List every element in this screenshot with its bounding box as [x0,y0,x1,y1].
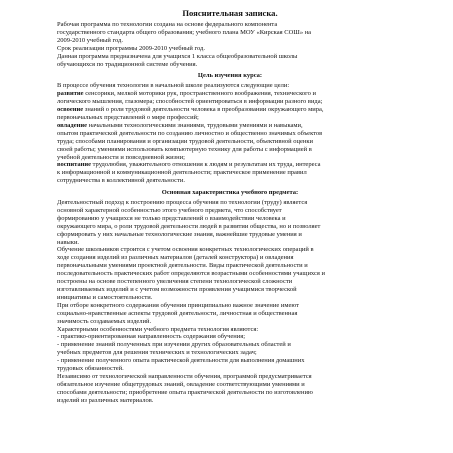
characteristic-line: учебных предметов для решения технических и технологических задач; [57,349,257,357]
characteristic-line: ходе создания изделий из различных материалов (деталей конструктора) и овладения [57,254,294,262]
characteristic-line: Независимо от технологической направленности обучения, программой предусматривается [57,372,312,380]
characteristic-line: изготавливаемых изделий и с учетом возможности проявления учащимися творческой [57,286,297,293]
characteristic-line: Деятельностный подход к построению процесса обучения по технологии (труду) является [57,199,308,207]
goal-heading: Цель изучения курса: [197,72,263,80]
goal-text: труда; способами планирования и организации трудовой деятельности, объективной оценки [57,137,313,145]
goal-text: первоначальных представлений о мире профессий; [57,113,199,121]
characteristic-line: первоначальными умениями проектной деятельности. Виды практической деятельности и [57,262,308,270]
characteristic-line: навыки. [57,238,80,246]
intro-line: обучающихся по традиционной системе обучения. [57,60,198,68]
goal-text: начальными технологическими знаниями, трудовыми умениями и навыками, [86,121,303,129]
goal-text: сенсорики, мелкой моторики рук, пространственного воображения, технического и [83,90,317,98]
goals-list [57,90,403,185]
characteristic-line: построены на основе постепенного увеличения степени технологической сложности [57,278,293,286]
goal-text: знаний о роли трудовой деятельности человека в преобразовании окружающего мира, [83,106,324,114]
goal-term: освоение [57,106,84,114]
goal-term: развитие [57,90,84,98]
characteristic-line: При отборе конкретного содержания обучения принципиально важное значение имеют [57,301,299,309]
goal-text: логического мышления, глазомера; способностей ориентироваться в информации разного вида; [57,98,323,106]
intro-section [57,21,403,68]
goal-text: своей работы; умениями использовать компьютерную технику для работы с информацией в [57,145,312,153]
goal-item [57,122,403,162]
characteristic-line: - практико-ориентированная направленность содержания обучения; [57,333,246,341]
characteristic-line: социально-нравственные аспекты трудовой деятельности, личностная и общественная [57,309,298,317]
characteristic-line: последовательность практических работ определяются возрастными особенностями учащихся и [57,270,325,278]
intro-line: Срок реализации программы 2009-2010 учебный год. [57,44,205,52]
characteristic-line: значимость создаваемых изделий. [57,317,152,325]
goal-item [57,90,403,106]
goal-term: воспитание [57,161,91,169]
goal-text: учебной деятельности и повседневной жизни; [57,153,185,161]
characteristic-line: окружающего мира, о роли трудовой деятельности людей в развитии общества, но и позволяет [57,222,321,230]
characteristic-line: способами деятельности; приобретение опыта практической деятельности по изготовлению [57,388,313,396]
goal-item [57,161,403,185]
intro-line: государственного стандарта общего образования; учебного плана МОУ «Кирская СОШ» на [57,28,312,36]
characteristic-line: - применение знаний полученных при изучении других образовательных областей и [57,341,291,349]
characteristic-line: трудовых обязанностей. [57,365,124,373]
characteristic-line: инициативы и самостоятельности. [57,293,153,301]
goal-text: сотрудничества в коллективной деятельности. [57,177,185,185]
characteristic-line: основной характерной особенностью этого учебного предмета, что способствует [57,206,282,214]
goal-text: трудолюбия, уважительного отношения к людям и результатам их труда, интереса [91,161,321,169]
characteristic-line: формированию у учащихся не только представлений о взаимодействии человека и [57,214,286,222]
characteristic-body [57,199,403,405]
goal-lead: В процессе обучения технологии в начальной школе реализуются следующие цели: [57,82,290,90]
goal-text: к информационной и коммуникационной деятельности; практическое применение правил [57,169,307,177]
document-title: Пояснительная записка. [182,8,278,18]
goal-text: опытом практической деятельности по созданию личностно и общественно значимых объектов [57,129,323,137]
characteristic-line: Обучение школьников строится с учетом освоения конкретных технологических операций в [57,246,314,254]
characteristic-line: - применение полученного опыта практической деятельности для выполнения домашних [57,357,305,365]
goal-item [57,106,403,122]
characteristic-line: обязательное изучение общетрудовых знаний, овладение соответствующими умениями и [57,380,305,388]
intro-line: Рабочая программа по технологии создана на основе федерального компонента [57,21,278,28]
intro-line: Данная программа предназначена для учащихся 1 класса общеобразовательной школы [57,52,298,60]
goal-term: овладение [57,121,87,129]
characteristic-line: изделий из различных материалов. [57,396,154,404]
characteristic-line: Характерными особенностями учебного предмета технология являются: [57,325,259,333]
characteristic-line: сформировать у них начальные технологические знания, важнейшие трудовые умения и [57,230,302,238]
characteristic-heading: Основная характеристика учебного предмета: [161,189,299,197]
intro-line: 2009-2010 учебный год. [57,36,123,44]
